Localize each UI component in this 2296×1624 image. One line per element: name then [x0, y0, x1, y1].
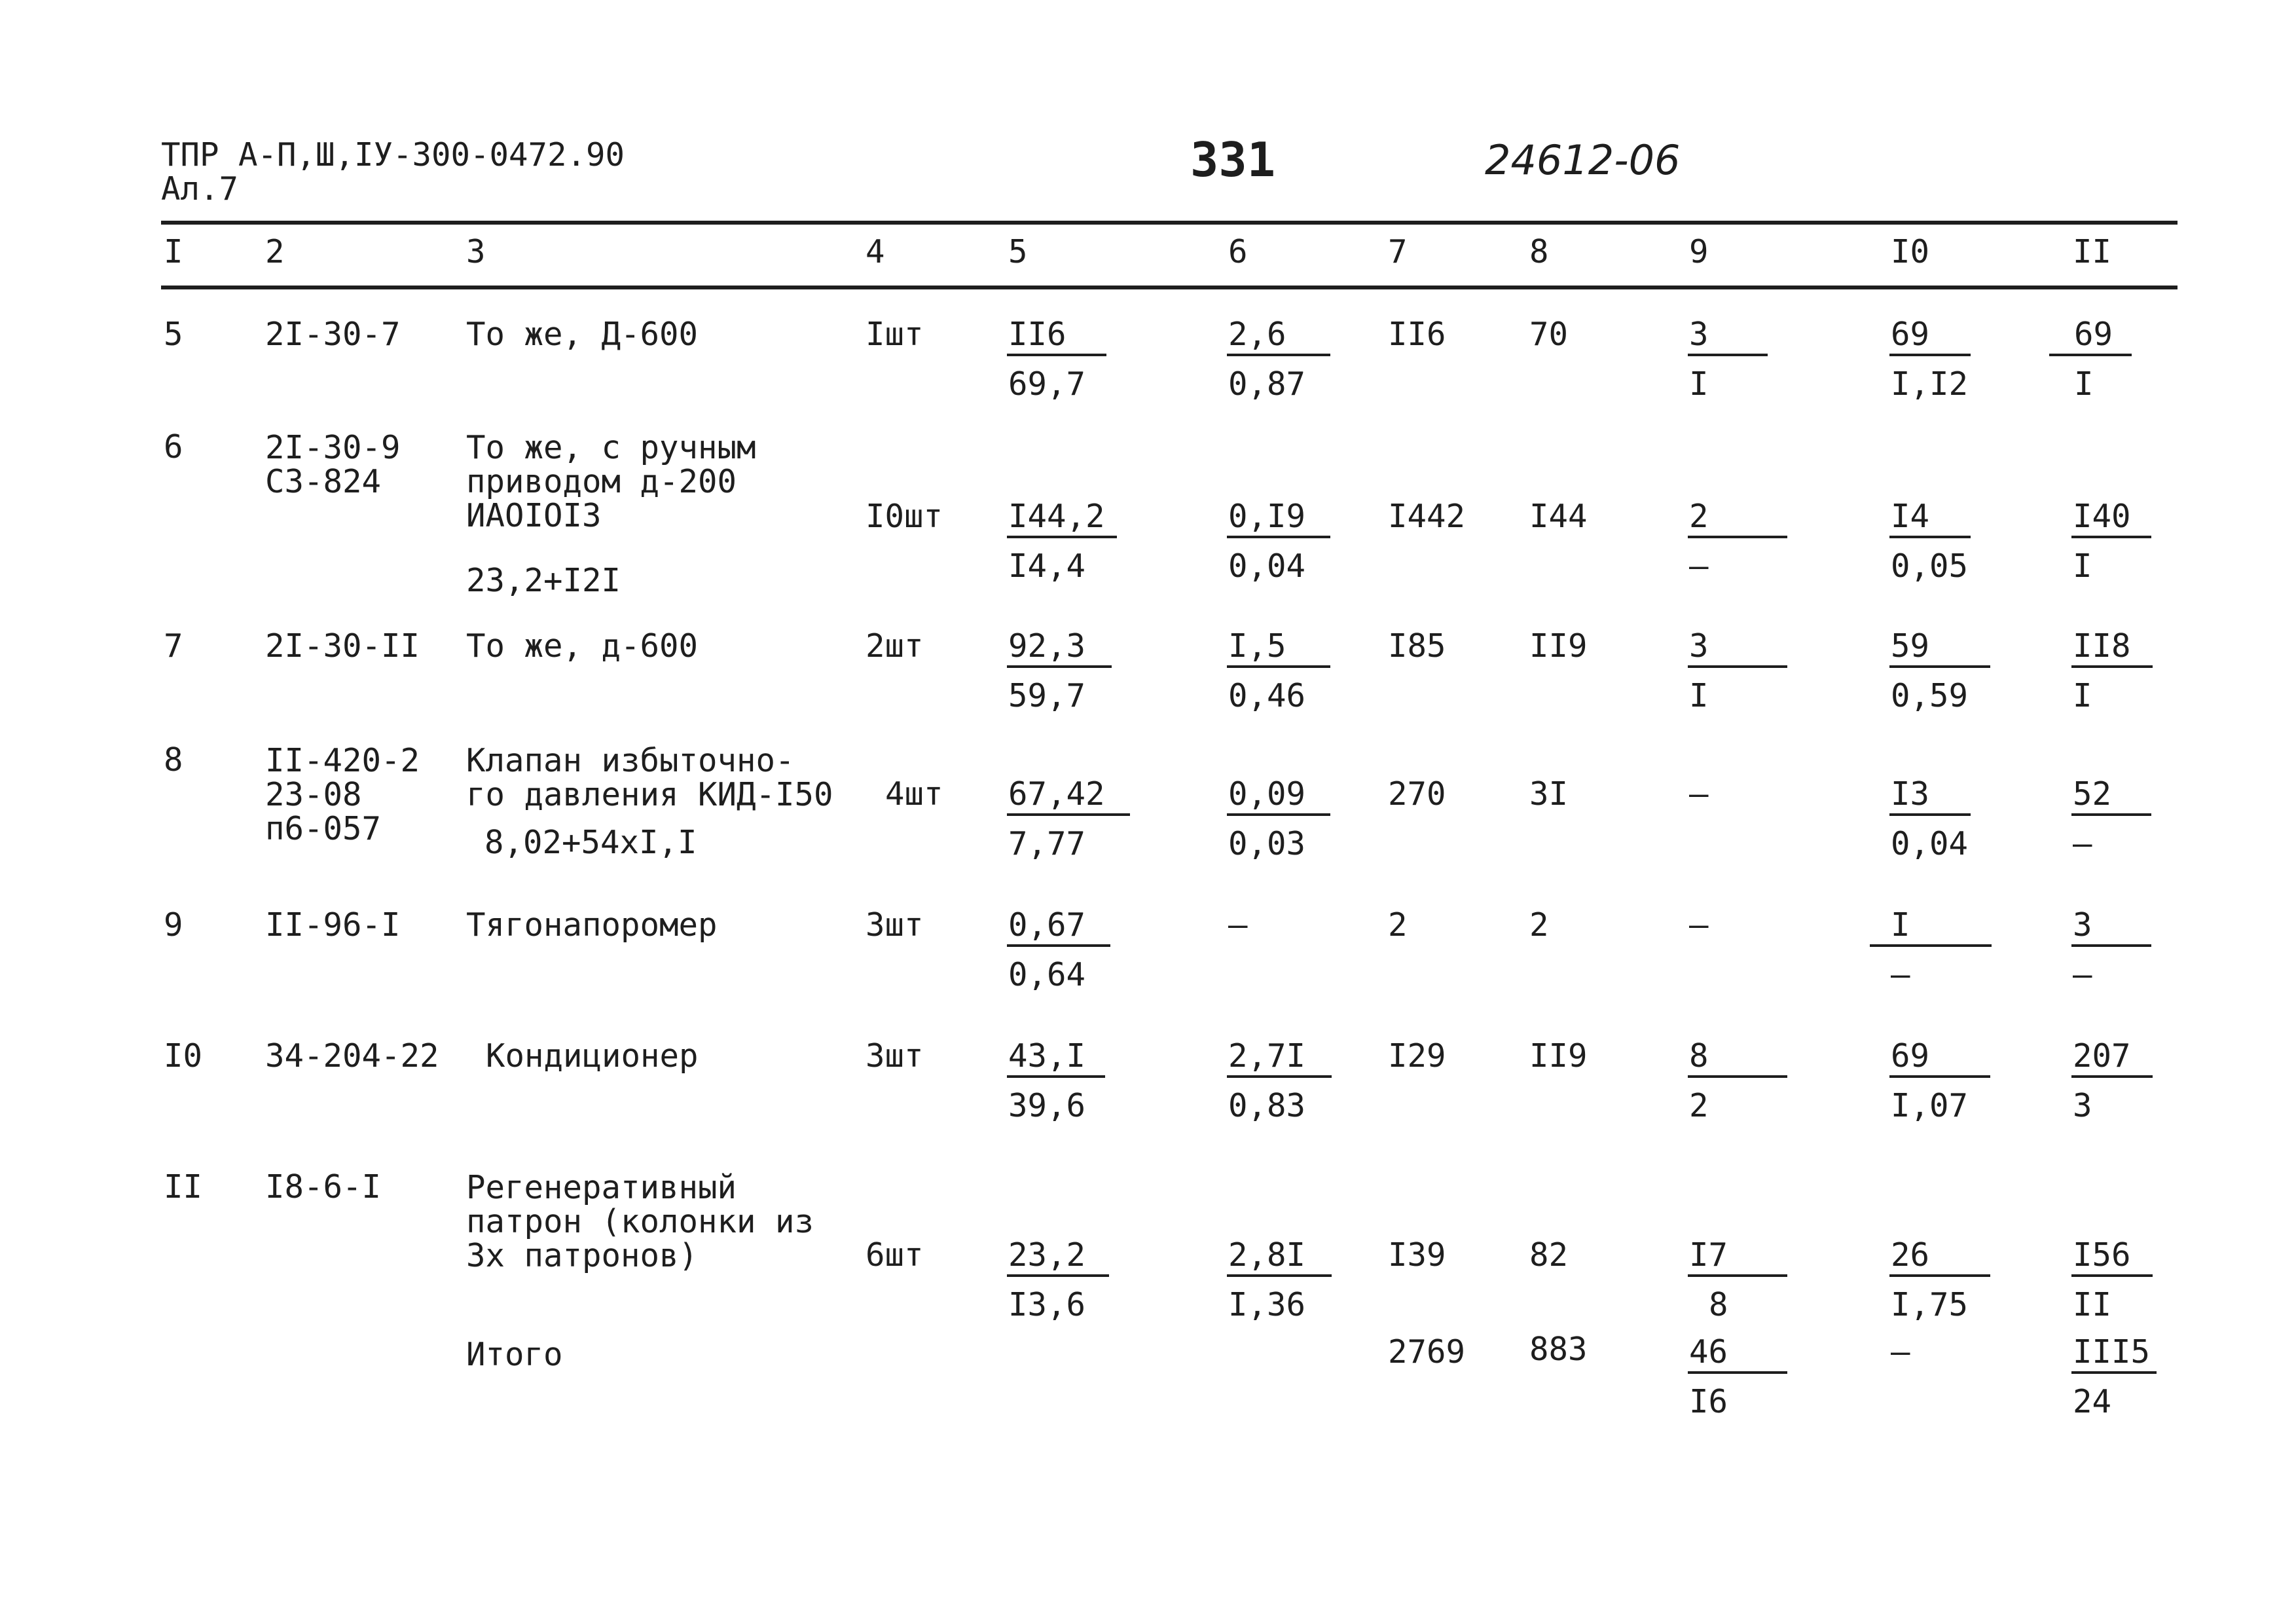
col8-value: 70	[1529, 316, 1569, 353]
col9-denominator: 2	[1689, 1087, 1709, 1124]
col9-numerator: 2	[1689, 498, 1709, 535]
col10-denominator: 0,04	[1891, 825, 1969, 862]
col5-denominator: 69,7	[1008, 365, 1086, 403]
column-header-2: 2	[265, 233, 285, 270]
col11-denominator: I	[2074, 365, 2094, 403]
col10-numerator: 26	[1891, 1236, 1930, 1274]
item-name: То же, д-600	[466, 627, 699, 665]
col5-numerator: 23,2	[1008, 1236, 1086, 1274]
archive-number: 24612-06	[1485, 136, 1681, 184]
col11-denominator: II	[2073, 1286, 2112, 1323]
col10-numerator: 59	[1891, 627, 1930, 665]
col8-value: 3I	[1529, 775, 1569, 813]
fraction-bar	[1007, 665, 1112, 668]
total-col9-numerator: 46	[1689, 1333, 1728, 1371]
fraction-bar	[1889, 665, 1990, 668]
column-header-8: 8	[1529, 233, 1549, 270]
fraction-bar	[1007, 1075, 1105, 1078]
fraction-bar	[1007, 354, 1106, 356]
item-quantity: 3шт	[866, 1037, 924, 1075]
col6-denominator: 0,46	[1228, 677, 1306, 714]
col11-denominator: 3	[2073, 1087, 2092, 1124]
col7-value: 2	[1388, 906, 1408, 944]
col11-numerator: 3	[2073, 906, 2092, 944]
col11-numerator: I40	[2073, 498, 2131, 535]
col6-numerator: 0,09	[1228, 775, 1306, 813]
col7-value: I39	[1388, 1236, 1446, 1274]
col11-denominator: –	[2073, 825, 2092, 862]
col5-denominator: 7,77	[1008, 825, 1086, 862]
item-formula: 8,02+54хI,I	[484, 824, 697, 861]
item-code: II-96-I	[265, 906, 401, 944]
total-col11-numerator: III5	[2073, 1333, 2151, 1371]
col5-numerator: 0,67	[1008, 906, 1086, 944]
column-header-4: 4	[866, 233, 885, 270]
col9-denominator: –	[1689, 547, 1709, 585]
col11-numerator: II8	[2073, 627, 2131, 665]
col6-denominator: 0,04	[1228, 547, 1306, 585]
col7-value: I442	[1388, 498, 1466, 535]
fraction-bar	[1889, 1274, 1990, 1277]
column-header-10: I0	[1891, 233, 1930, 270]
column-header-3: 3	[466, 233, 486, 270]
col6-numerator: 0,I9	[1228, 498, 1306, 535]
fraction-bar	[1007, 813, 1130, 816]
col11-denominator: –	[2073, 956, 2092, 993]
fraction-bar	[2071, 813, 2151, 816]
item-code: 2I-30-II	[265, 627, 420, 665]
fraction-bar	[1227, 1075, 1332, 1078]
fraction-bar	[1227, 536, 1330, 538]
item-name: Тягонапоромер	[466, 906, 718, 944]
col8-value: I44	[1529, 498, 1588, 535]
item-quantity: 3шт	[866, 906, 924, 944]
column-header-7: 7	[1388, 233, 1408, 270]
item-name: Регенеративный патрон (колонки из 3х патронов)	[466, 1169, 814, 1274]
fraction-bar	[2071, 1075, 2153, 1078]
col9-numerator: 3	[1689, 316, 1709, 353]
fraction-bar	[1870, 944, 1992, 947]
item-code: 34-204-22	[265, 1037, 439, 1075]
col11-denominator: I	[2073, 677, 2092, 714]
item-code: II-420-2 23-08 п6-057	[265, 742, 420, 847]
col5-denominator: I3,6	[1008, 1286, 1086, 1323]
col9-denominator: 8	[1709, 1286, 1728, 1323]
col7-value: II6	[1388, 316, 1446, 353]
row-number: I0	[164, 1037, 203, 1075]
col9-value: –	[1689, 775, 1709, 813]
col7-value: 270	[1388, 775, 1446, 813]
col5-numerator: 92,3	[1008, 627, 1086, 665]
fraction-bar	[1889, 813, 1971, 816]
fraction-bar	[1227, 354, 1330, 356]
col6-value: –	[1228, 906, 1248, 944]
col8-value: II9	[1529, 1037, 1588, 1075]
col8-value: 82	[1529, 1236, 1569, 1274]
fraction-bar	[2071, 665, 2153, 668]
sheet-label: Ал.7	[161, 170, 239, 208]
row-number: 9	[164, 906, 183, 944]
col5-denominator: 39,6	[1008, 1087, 1086, 1124]
item-quantity: 2шт	[866, 627, 924, 665]
item-quantity: 6шт	[866, 1236, 924, 1274]
row-number: 6	[164, 428, 183, 466]
total-label: Итого	[466, 1336, 563, 1373]
col9-numerator: I7	[1689, 1236, 1728, 1274]
col5-numerator: 43,I	[1008, 1037, 1086, 1075]
item-name: То же, Д-600	[466, 316, 699, 353]
total-col10: –	[1891, 1333, 1910, 1371]
total-col9-denominator: I6	[1689, 1383, 1728, 1420]
document-code: ТПР А-П,Ш,IУ-300-0472.90	[161, 136, 625, 174]
col8-value: II9	[1529, 627, 1588, 665]
column-header-6: 6	[1228, 233, 1248, 270]
col9-value: –	[1689, 906, 1709, 944]
total-col7: 2769	[1388, 1333, 1466, 1371]
col10-denominator: I,I2	[1891, 365, 1969, 403]
fraction-bar	[1007, 1274, 1109, 1277]
col7-value: I29	[1388, 1037, 1446, 1075]
fraction-bar	[1688, 1274, 1787, 1277]
fraction-bar	[2071, 1371, 2157, 1374]
fraction-bar	[1889, 354, 1971, 356]
column-header-1: I	[164, 233, 183, 270]
col6-denominator: 0,03	[1228, 825, 1306, 862]
col8-value: 2	[1529, 906, 1549, 944]
fraction-bar	[1889, 536, 1971, 538]
fraction-bar	[1227, 665, 1330, 668]
item-formula: 23,2+I2I	[466, 562, 621, 599]
col10-numerator: I3	[1891, 775, 1930, 813]
col11-numerator: 207	[2073, 1037, 2131, 1075]
fraction-bar	[1688, 665, 1787, 668]
item-code: I8-6-I	[265, 1168, 382, 1206]
item-name: Кондиционер	[486, 1037, 699, 1075]
fraction-bar	[1227, 1274, 1332, 1277]
fraction-bar	[1889, 1075, 1990, 1078]
col6-numerator: I,5	[1228, 627, 1286, 665]
col5-numerator: I44,2	[1008, 498, 1105, 535]
row-number: 7	[164, 627, 183, 665]
header-bottom-rule	[161, 286, 2178, 289]
col9-denominator: I	[1689, 365, 1709, 403]
column-header-11: II	[2073, 233, 2112, 270]
total-col11-denominator: 24	[2073, 1383, 2112, 1420]
col10-denominator: 0,05	[1891, 547, 1969, 585]
table-top-rule	[161, 221, 2178, 225]
fraction-bar	[2049, 354, 2132, 356]
fraction-bar	[1007, 536, 1117, 538]
col6-denominator: I,36	[1228, 1286, 1306, 1323]
fraction-bar	[2071, 1274, 2153, 1277]
col6-numerator: 2,7I	[1228, 1037, 1306, 1075]
col11-numerator: 69	[2074, 316, 2113, 353]
fraction-bar	[1227, 813, 1330, 816]
col6-numerator: 2,8I	[1228, 1236, 1306, 1274]
item-quantity: I0шт	[866, 498, 943, 535]
fraction-bar	[1688, 354, 1768, 356]
col10-denominator: I,75	[1891, 1286, 1969, 1323]
fraction-bar	[1007, 944, 1110, 947]
col10-numerator: 69	[1891, 1037, 1930, 1075]
item-quantity: Iшт	[866, 316, 924, 353]
col11-numerator: 52	[2073, 775, 2112, 813]
item-name: Клапан избыточно- го давления КИД-I50	[466, 742, 833, 813]
col10-numerator: I4	[1891, 498, 1930, 535]
fraction-bar	[1688, 1371, 1787, 1374]
col6-denominator: 0,83	[1228, 1087, 1306, 1124]
item-code: 2I-30-9 С3-824	[265, 429, 401, 500]
col5-denominator: I4,4	[1008, 547, 1086, 585]
fraction-bar	[2071, 536, 2151, 538]
fraction-bar	[2071, 944, 2151, 947]
fraction-bar	[1688, 536, 1787, 538]
col5-numerator: II6	[1008, 316, 1066, 353]
row-number: II	[164, 1168, 203, 1206]
column-header-9: 9	[1689, 233, 1709, 270]
col7-value: I85	[1388, 627, 1446, 665]
item-name: То же, с ручным приводом д-200 ИАОIОIЗ	[466, 429, 756, 534]
item-quantity: 4шт	[885, 775, 943, 813]
row-number: 5	[164, 316, 183, 353]
col10-numerator: 69	[1891, 316, 1930, 353]
col10-numerator: I	[1891, 906, 1910, 944]
total-col8: 883	[1529, 1331, 1588, 1368]
col11-denominator: I	[2073, 547, 2092, 585]
fraction-bar	[1688, 1075, 1787, 1078]
col10-denominator: 0,59	[1891, 677, 1969, 714]
row-number: 8	[164, 741, 183, 779]
col9-denominator: I	[1689, 677, 1709, 714]
col5-numerator: 67,42	[1008, 775, 1105, 813]
col9-numerator: 8	[1689, 1037, 1709, 1075]
col11-numerator: I56	[2073, 1236, 2131, 1274]
item-code: 2I-30-7	[265, 316, 401, 353]
col10-denominator: –	[1891, 956, 1910, 993]
col9-numerator: 3	[1689, 627, 1709, 665]
page-number: 331	[1190, 132, 1276, 187]
col5-denominator: 59,7	[1008, 677, 1086, 714]
col6-numerator: 2,6	[1228, 316, 1286, 353]
col5-denominator: 0,64	[1008, 956, 1086, 993]
column-header-5: 5	[1008, 233, 1028, 270]
col10-denominator: I,07	[1891, 1087, 1969, 1124]
col6-denominator: 0,87	[1228, 365, 1306, 403]
